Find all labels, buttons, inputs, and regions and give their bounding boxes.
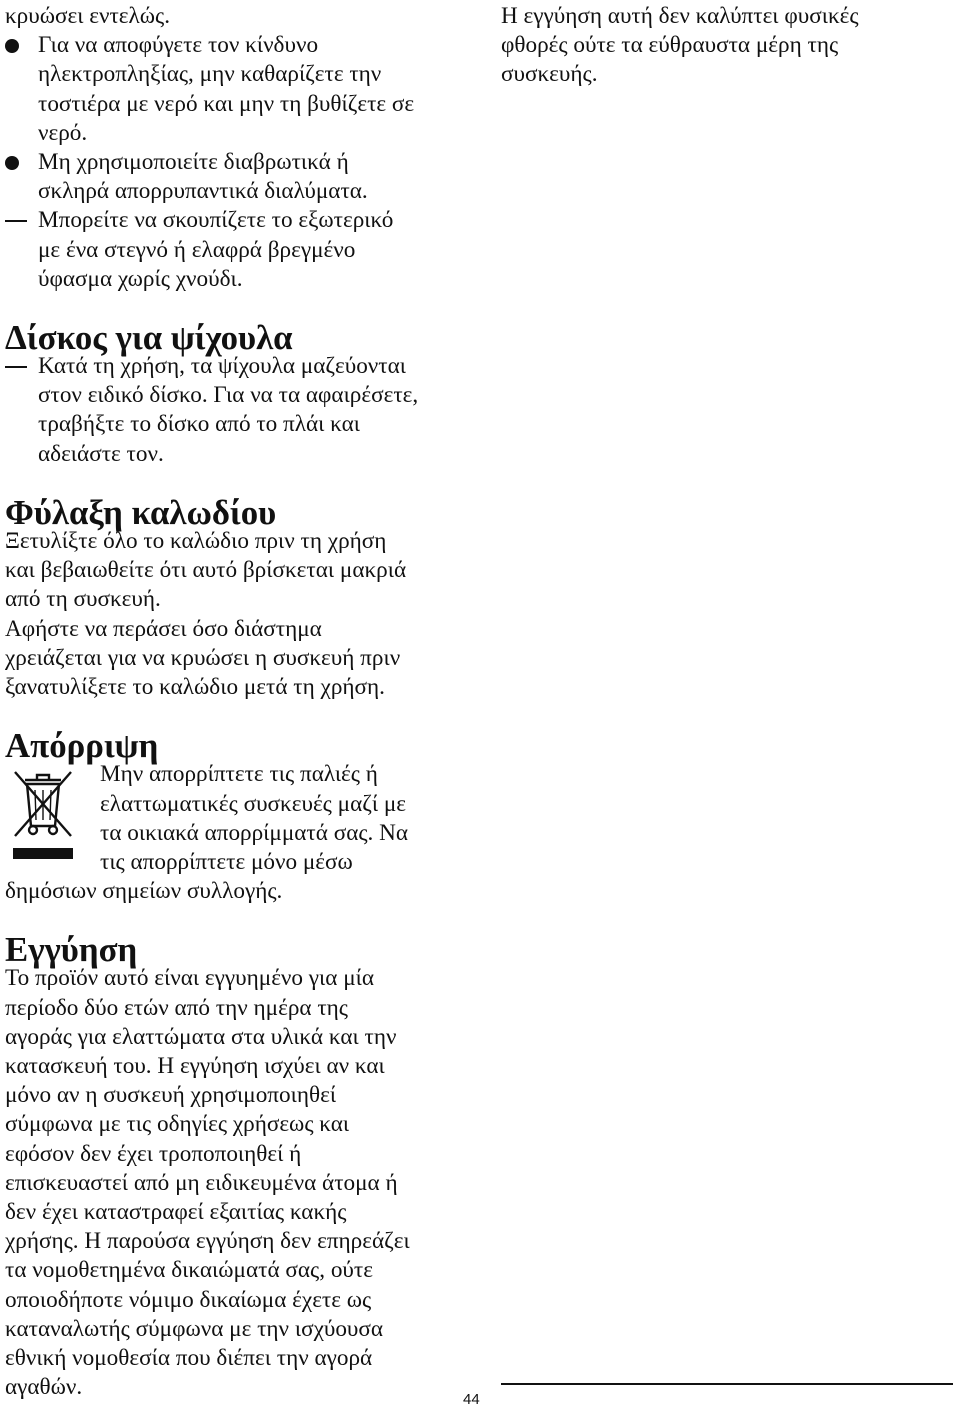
- paragraph: [5, 527, 455, 702]
- text-line: Μην απορρίπτετε τις παλιές ή: [100, 761, 378, 788]
- text-line: από τη συσκευή.: [5, 586, 161, 613]
- page-number: 44: [463, 1391, 480, 1408]
- crossed-out-wheelie-bin-icon: [11, 766, 75, 862]
- item-line: ηλεκτροπληξίας, μην καθαρίζετε την: [38, 61, 382, 88]
- text-line: χρήσης. Η παρούσα εγγύηση δεν επηρεάζει: [5, 1228, 410, 1255]
- section-heading-cord-storage: Φύλαξη καλωδίου: [5, 492, 277, 532]
- item-line: αδειάστε τον.: [38, 440, 164, 467]
- dash-icon: [5, 220, 27, 222]
- text-line: και βεβαιωθείτε ότι αυτό βρίσκεται μακριά: [5, 557, 407, 584]
- intro-line: κρυώσει εντελώς.: [5, 3, 171, 29]
- right-column: [501, 2, 953, 90]
- text-line: δημόσιων σημείων συλλογής.: [5, 878, 283, 905]
- text-line: Αφήστε να περάσει όσο διάστημα: [5, 615, 322, 642]
- text-line: μόνο αν η συσκευή χρησιμοποιηθεί: [5, 1082, 337, 1109]
- item-line: Κατά τη χρήση, τα ψίχουλα μαζεύονται: [38, 353, 406, 380]
- list-item: [5, 206, 455, 294]
- item-line: Μπορείτε να σκουπίζετε το εξωτερικό: [38, 207, 394, 234]
- left-column: [5, 2, 455, 1402]
- text-line: χρειάζεται για να κρυώσει η συσκευή πριν: [5, 644, 401, 671]
- text-line: τις απορρίπτετε μόνο μέσω: [100, 848, 353, 875]
- text-line: εθνική νομοθεσία που διέπει την αγορά: [5, 1344, 373, 1371]
- item-line: τοστιέρα με νερό και μην τη βυθίζετε σε: [38, 90, 415, 117]
- text-line: ξανατυλίξετε το καλώδιο μετά τη χρήση.: [5, 673, 385, 700]
- text-line: περίοδο δύο ετών από την ημέρα της: [5, 994, 348, 1021]
- list-item: [5, 352, 455, 469]
- item-line: σκληρά απορρυπαντικά διαλύματα.: [38, 178, 368, 205]
- list-item: [5, 31, 455, 148]
- section-heading-warranty: Εγγύηση: [5, 930, 138, 970]
- item-line: Μη χρησιμοποιείτε διαβρωτικά ή: [38, 148, 349, 175]
- text-line: φθορές ούτε τα εύθραυστα μέρη της: [501, 32, 839, 59]
- section-heading-disposal: Απόρριψη: [5, 726, 159, 766]
- list-item: [5, 148, 455, 206]
- text-line: αγοράς για ελαττώματα στα υλικά και την: [5, 1023, 397, 1050]
- item-line: με ένα στεγνό ή ελαφρά βρεγμένο: [38, 236, 356, 263]
- text-line: ελαττωματικές συσκευές μαζί με: [100, 790, 407, 817]
- disposal-block: [5, 760, 455, 877]
- text-line: Ξετυλίξτε όλο το καλώδιο πριν τη χρήση: [5, 528, 387, 554]
- text-line: αγαθών.: [5, 1374, 83, 1401]
- paragraph: [5, 964, 455, 1402]
- bullet-icon: [5, 156, 19, 170]
- text-line: εφόσον δεν έχει τροποποιηθεί ή: [5, 1140, 302, 1167]
- text-line: καταναλωτής σύμφωνα με την ισχύουσα: [5, 1315, 384, 1342]
- item-line: νερό.: [38, 119, 88, 146]
- item-line: ύφασμα χωρίς χνούδι.: [38, 265, 243, 292]
- item-line: Για να αποφύγετε τον κίνδυνο: [38, 32, 319, 59]
- footer-rule: [501, 1383, 953, 1385]
- text-line: σύμφωνα με τις οδηγίες χρήσεως και: [5, 1111, 350, 1138]
- bullet-icon: [5, 39, 19, 53]
- text-line: δεν έχει καταστραφεί εξαιτίας κακής: [5, 1198, 347, 1225]
- item-line: τραβήξτε το δίσκο από το πλάι και: [38, 411, 361, 438]
- text-line: συσκευής.: [501, 61, 598, 88]
- text-line: Η εγγύηση αυτή δεν καλύπτει φυσικές: [501, 3, 859, 29]
- text-line: τα οικιακά απορρίμματά σας. Να: [100, 819, 409, 846]
- text-line: τα νομοθετημένα δικαιώματά σας, ούτε: [5, 1257, 373, 1284]
- section-heading-crumb-tray: Δίσκος για ψίχουλα: [5, 317, 293, 357]
- dash-icon: [5, 366, 27, 368]
- text-line: οποιοδήποτε νόμιμο δικαίωμα έχετε ως: [5, 1286, 372, 1313]
- text-line: επισκευαστεί από μη ειδικευμένα άτομα ή: [5, 1169, 398, 1196]
- item-line: στον ειδικό δίσκο. Για να τα αφαιρέσετε,: [38, 382, 419, 409]
- text-line: κατασκευή του. Η εγγύηση ισχύει αν και: [5, 1053, 385, 1079]
- text-line: Το προϊόν αυτό είναι εγγυημένο για μία: [5, 965, 375, 992]
